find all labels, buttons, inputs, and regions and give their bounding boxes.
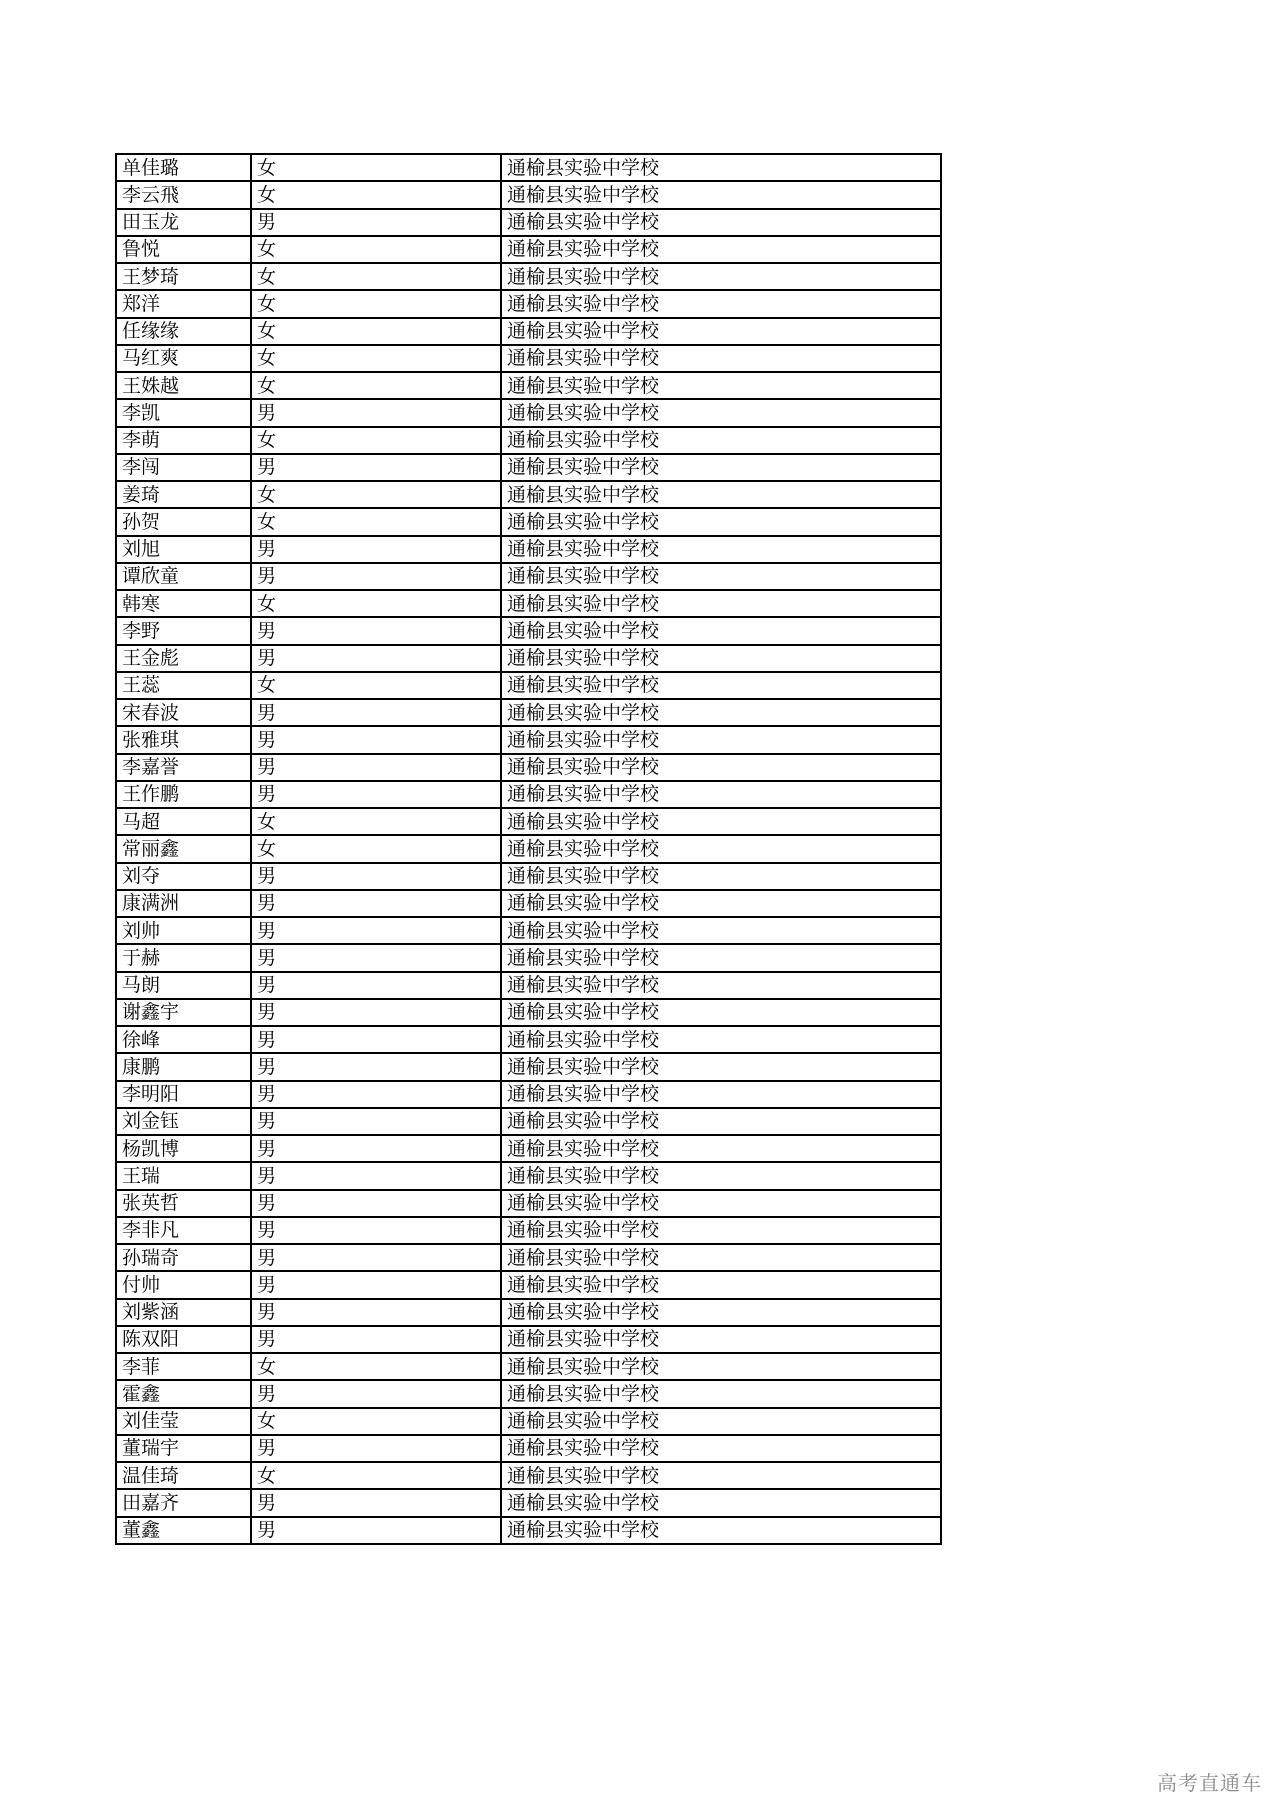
gender-cell: 男 — [251, 645, 501, 672]
name-cell: 李野 — [116, 617, 251, 644]
table-row — [116, 808, 941, 835]
name-cell: 谢鑫宇 — [116, 999, 251, 1026]
school-cell: 通榆县实验中学校 — [501, 372, 941, 399]
gender-cell: 男 — [251, 1053, 501, 1080]
gender-cell: 女 — [251, 1408, 501, 1435]
school-cell: 通榆县实验中学校 — [501, 1162, 941, 1189]
gender-cell: 女 — [251, 808, 501, 835]
gender-cell: 女 — [251, 236, 501, 263]
gender-cell: 男 — [251, 563, 501, 590]
school-cell: 通榆县实验中学校 — [501, 399, 941, 426]
table-row — [116, 1489, 941, 1516]
gender-cell: 女 — [251, 263, 501, 290]
school-cell: 通榆县实验中学校 — [501, 1353, 941, 1380]
school-cell: 通榆县实验中学校 — [501, 972, 941, 999]
school-cell: 通榆县实验中学校 — [501, 1299, 941, 1326]
table-row — [116, 1217, 941, 1244]
table-row — [116, 536, 941, 563]
table-row — [116, 1026, 941, 1053]
gender-cell: 男 — [251, 1380, 501, 1407]
gender-cell: 女 — [251, 590, 501, 617]
gender-cell: 男 — [251, 1162, 501, 1189]
table-row — [116, 154, 941, 181]
gender-cell: 男 — [251, 454, 501, 481]
name-cell: 李云飛 — [116, 181, 251, 208]
table-row — [116, 236, 941, 263]
name-cell: 温佳琦 — [116, 1462, 251, 1489]
table-row — [116, 590, 941, 617]
school-cell: 通榆县实验中学校 — [501, 1408, 941, 1435]
name-cell: 马朗 — [116, 972, 251, 999]
name-cell: 田嘉齐 — [116, 1489, 251, 1516]
name-cell: 刘帅 — [116, 917, 251, 944]
school-cell: 通榆县实验中学校 — [501, 1326, 941, 1353]
table-row — [116, 318, 941, 345]
school-cell: 通榆县实验中学校 — [501, 1244, 941, 1271]
gender-cell: 女 — [251, 345, 501, 372]
name-cell: 陈双阳 — [116, 1326, 251, 1353]
name-cell: 郑洋 — [116, 290, 251, 317]
gender-cell: 男 — [251, 917, 501, 944]
school-cell: 通榆县实验中学校 — [501, 1190, 941, 1217]
gender-cell: 男 — [251, 999, 501, 1026]
table-row — [116, 999, 941, 1026]
roster-body — [116, 154, 941, 1544]
school-cell: 通榆县实验中学校 — [501, 508, 941, 535]
school-cell: 通榆县实验中学校 — [501, 1026, 941, 1053]
table-row — [116, 427, 941, 454]
name-cell: 王金彪 — [116, 645, 251, 672]
gender-cell: 男 — [251, 863, 501, 890]
gender-cell: 男 — [251, 972, 501, 999]
school-cell: 通榆县实验中学校 — [501, 1081, 941, 1108]
gender-cell: 男 — [251, 781, 501, 808]
gender-cell: 男 — [251, 1435, 501, 1462]
name-cell: 王蕊 — [116, 672, 251, 699]
name-cell: 常丽鑫 — [116, 835, 251, 862]
name-cell: 于赫 — [116, 944, 251, 971]
gender-cell: 女 — [251, 1353, 501, 1380]
roster-table — [115, 153, 942, 1545]
gender-cell: 男 — [251, 726, 501, 753]
name-cell: 张英哲 — [116, 1190, 251, 1217]
school-cell: 通榆县实验中学校 — [501, 1217, 941, 1244]
name-cell: 康满洲 — [116, 890, 251, 917]
school-cell: 通榆县实验中学校 — [501, 1517, 941, 1544]
name-cell: 马超 — [116, 808, 251, 835]
table-row — [116, 1081, 941, 1108]
table-row — [116, 917, 941, 944]
school-cell: 通榆县实验中学校 — [501, 209, 941, 236]
gender-cell: 女 — [251, 181, 501, 208]
school-cell: 通榆县实验中学校 — [501, 181, 941, 208]
school-cell: 通榆县实验中学校 — [501, 590, 941, 617]
school-cell: 通榆县实验中学校 — [501, 1380, 941, 1407]
table-row — [116, 1435, 941, 1462]
gender-cell: 男 — [251, 890, 501, 917]
gender-cell: 男 — [251, 1026, 501, 1053]
table-row — [116, 399, 941, 426]
name-cell: 徐峰 — [116, 1026, 251, 1053]
table-row — [116, 1108, 941, 1135]
table-row — [116, 972, 941, 999]
name-cell: 王姝越 — [116, 372, 251, 399]
table-row — [116, 1380, 941, 1407]
gender-cell: 男 — [251, 1217, 501, 1244]
table-row — [116, 508, 941, 535]
table-row — [116, 617, 941, 644]
table-row — [116, 481, 941, 508]
gender-cell: 女 — [251, 1462, 501, 1489]
school-cell: 通榆县实验中学校 — [501, 917, 941, 944]
gender-cell: 男 — [251, 1326, 501, 1353]
name-cell: 董鑫 — [116, 1517, 251, 1544]
gender-cell: 男 — [251, 617, 501, 644]
school-cell: 通榆县实验中学校 — [501, 290, 941, 317]
school-cell: 通榆县实验中学校 — [501, 808, 941, 835]
table-row — [116, 1408, 941, 1435]
school-cell: 通榆县实验中学校 — [501, 1271, 941, 1298]
table-row — [116, 672, 941, 699]
table-row — [116, 1462, 941, 1489]
gender-cell: 男 — [251, 1489, 501, 1516]
table-row — [116, 1353, 941, 1380]
gender-cell: 男 — [251, 1135, 501, 1162]
school-cell: 通榆县实验中学校 — [501, 835, 941, 862]
gender-cell: 女 — [251, 372, 501, 399]
name-cell: 鲁悦 — [116, 236, 251, 263]
name-cell: 康鹏 — [116, 1053, 251, 1080]
name-cell: 马红爽 — [116, 345, 251, 372]
table-row — [116, 290, 941, 317]
gender-cell: 男 — [251, 944, 501, 971]
name-cell: 李菲 — [116, 1353, 251, 1380]
gender-cell: 男 — [251, 754, 501, 781]
table-row — [116, 863, 941, 890]
school-cell: 通榆县实验中学校 — [501, 263, 941, 290]
table-row — [116, 181, 941, 208]
table-row — [116, 209, 941, 236]
table-row — [116, 1326, 941, 1353]
school-cell: 通榆县实验中学校 — [501, 754, 941, 781]
gender-cell: 女 — [251, 318, 501, 345]
name-cell: 付帅 — [116, 1271, 251, 1298]
table-row — [116, 454, 941, 481]
gender-cell: 男 — [251, 1081, 501, 1108]
gender-cell: 女 — [251, 508, 501, 535]
name-cell: 李闯 — [116, 454, 251, 481]
table-row — [116, 345, 941, 372]
name-cell: 王瑞 — [116, 1162, 251, 1189]
table-row — [116, 563, 941, 590]
name-cell: 韩寒 — [116, 590, 251, 617]
table-row — [116, 1517, 941, 1544]
gender-cell: 男 — [251, 1271, 501, 1298]
school-cell: 通榆县实验中学校 — [501, 318, 941, 345]
name-cell: 孙贺 — [116, 508, 251, 535]
name-cell: 田玉龙 — [116, 209, 251, 236]
gender-cell: 女 — [251, 672, 501, 699]
name-cell: 谭欣童 — [116, 563, 251, 590]
table-row — [116, 1135, 941, 1162]
school-cell: 通榆县实验中学校 — [501, 781, 941, 808]
table-row — [116, 890, 941, 917]
table-row — [116, 726, 941, 753]
name-cell: 单佳璐 — [116, 154, 251, 181]
table-row — [116, 372, 941, 399]
table-row — [116, 1244, 941, 1271]
table-row — [116, 944, 941, 971]
table-row — [116, 699, 941, 726]
school-cell: 通榆县实验中学校 — [501, 1435, 941, 1462]
name-cell: 刘佳莹 — [116, 1408, 251, 1435]
gender-cell: 男 — [251, 1108, 501, 1135]
school-cell: 通榆县实验中学校 — [501, 890, 941, 917]
school-cell: 通榆县实验中学校 — [501, 345, 941, 372]
name-cell: 姜琦 — [116, 481, 251, 508]
school-cell: 通榆县实验中学校 — [501, 617, 941, 644]
school-cell: 通榆县实验中学校 — [501, 699, 941, 726]
name-cell: 刘夺 — [116, 863, 251, 890]
name-cell: 董瑞宇 — [116, 1435, 251, 1462]
gender-cell: 男 — [251, 1299, 501, 1326]
name-cell: 李嘉誉 — [116, 754, 251, 781]
name-cell: 张雅琪 — [116, 726, 251, 753]
school-cell: 通榆县实验中学校 — [501, 863, 941, 890]
name-cell: 刘金钰 — [116, 1108, 251, 1135]
school-cell: 通榆县实验中学校 — [501, 563, 941, 590]
school-cell: 通榆县实验中学校 — [501, 999, 941, 1026]
name-cell: 刘旭 — [116, 536, 251, 563]
school-cell: 通榆县实验中学校 — [501, 427, 941, 454]
gender-cell: 男 — [251, 209, 501, 236]
school-cell: 通榆县实验中学校 — [501, 1135, 941, 1162]
school-cell: 通榆县实验中学校 — [501, 645, 941, 672]
school-cell: 通榆县实验中学校 — [501, 481, 941, 508]
table-row — [116, 835, 941, 862]
school-cell: 通榆县实验中学校 — [501, 726, 941, 753]
gender-cell: 女 — [251, 290, 501, 317]
school-cell: 通榆县实验中学校 — [501, 944, 941, 971]
table-row — [116, 1190, 941, 1217]
gender-cell: 男 — [251, 536, 501, 563]
gender-cell: 男 — [251, 1190, 501, 1217]
gender-cell: 女 — [251, 481, 501, 508]
gender-cell: 男 — [251, 399, 501, 426]
name-cell: 李明阳 — [116, 1081, 251, 1108]
name-cell: 杨凯博 — [116, 1135, 251, 1162]
table-row — [116, 645, 941, 672]
name-cell: 霍鑫 — [116, 1380, 251, 1407]
school-cell: 通榆县实验中学校 — [501, 1108, 941, 1135]
school-cell: 通榆县实验中学校 — [501, 1462, 941, 1489]
school-cell: 通榆县实验中学校 — [501, 1053, 941, 1080]
name-cell: 李凯 — [116, 399, 251, 426]
table-row — [116, 754, 941, 781]
table-row — [116, 1271, 941, 1298]
gender-cell: 女 — [251, 835, 501, 862]
name-cell: 李萌 — [116, 427, 251, 454]
name-cell: 孙瑞奇 — [116, 1244, 251, 1271]
name-cell: 刘紫涵 — [116, 1299, 251, 1326]
gender-cell: 男 — [251, 1517, 501, 1544]
school-cell: 通榆县实验中学校 — [501, 236, 941, 263]
table-row — [116, 1053, 941, 1080]
name-cell: 宋春波 — [116, 699, 251, 726]
school-cell: 通榆县实验中学校 — [501, 154, 941, 181]
name-cell: 李非凡 — [116, 1217, 251, 1244]
table-row — [116, 1162, 941, 1189]
name-cell: 王梦琦 — [116, 263, 251, 290]
gender-cell: 男 — [251, 699, 501, 726]
table-row — [116, 781, 941, 808]
gender-cell: 女 — [251, 154, 501, 181]
school-cell: 通榆县实验中学校 — [501, 1489, 941, 1516]
school-cell: 通榆县实验中学校 — [501, 536, 941, 563]
school-cell: 通榆县实验中学校 — [501, 454, 941, 481]
table-row — [116, 1299, 941, 1326]
school-cell: 通榆县实验中学校 — [501, 672, 941, 699]
name-cell: 任缘缘 — [116, 318, 251, 345]
watermark: 高考直通车 — [1157, 1771, 1262, 1795]
name-cell: 王作鹏 — [116, 781, 251, 808]
gender-cell: 女 — [251, 427, 501, 454]
gender-cell: 男 — [251, 1244, 501, 1271]
table-row — [116, 263, 941, 290]
